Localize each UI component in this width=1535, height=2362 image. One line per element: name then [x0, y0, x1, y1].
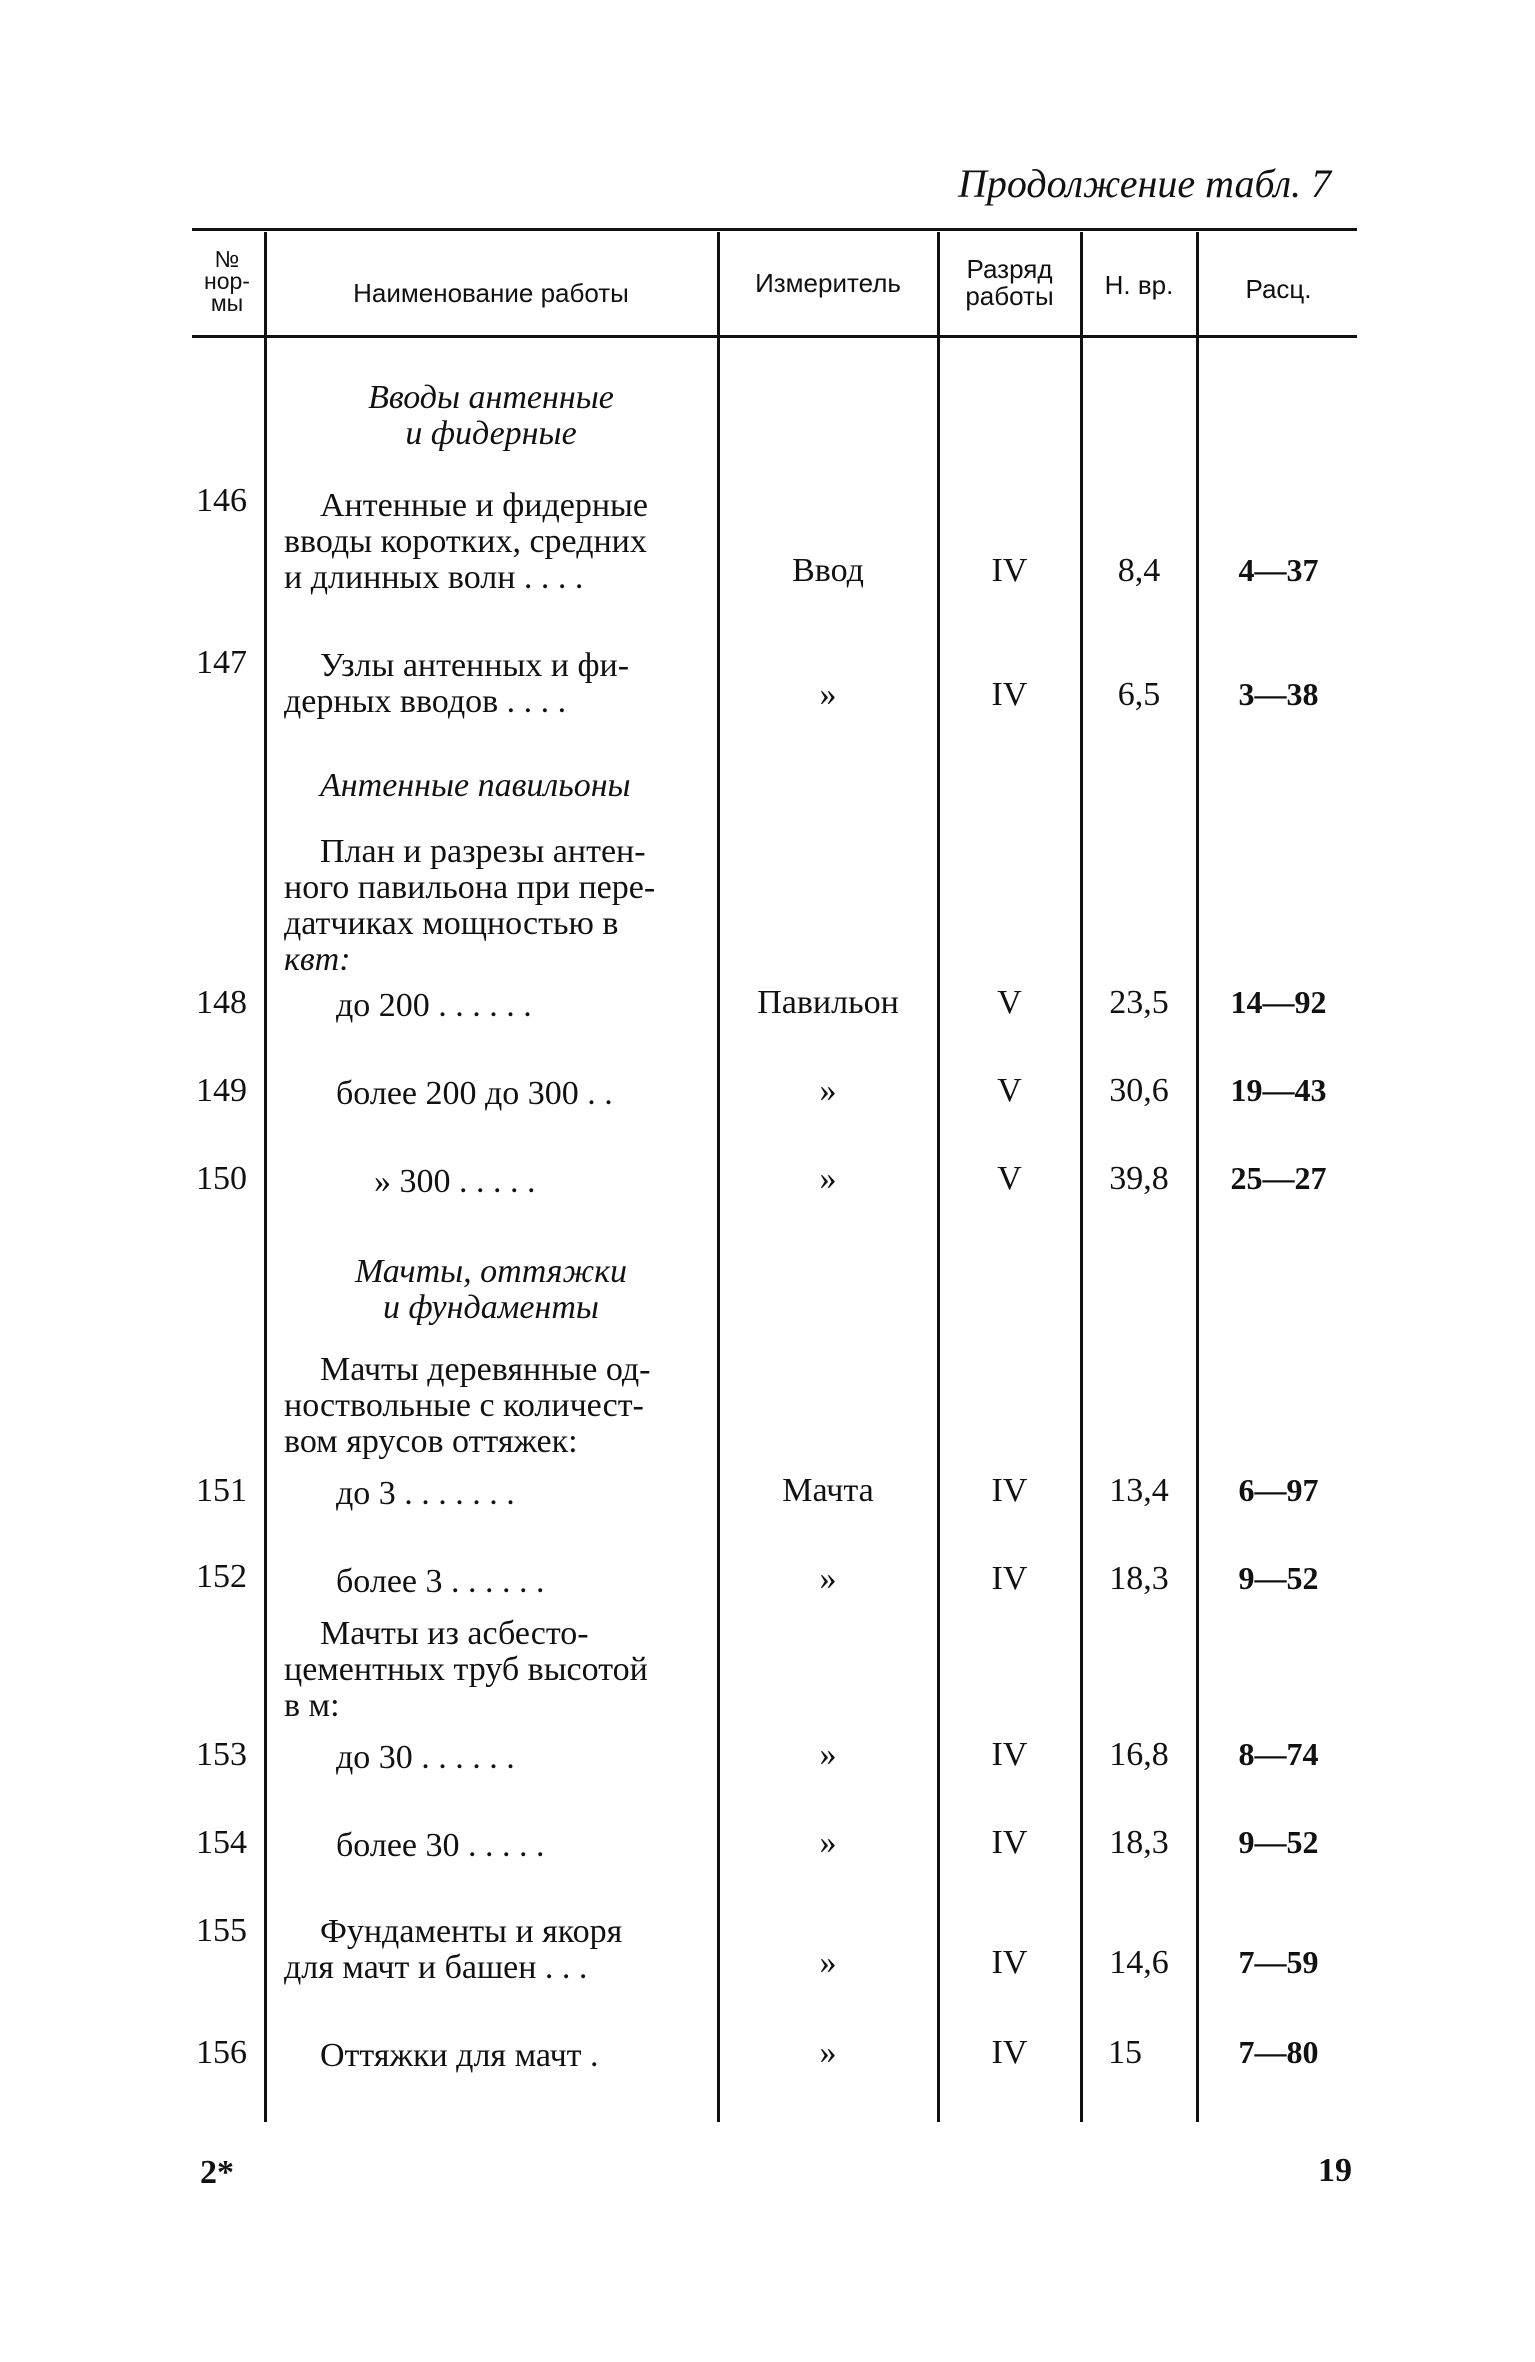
rate-cell: 7—80	[1238, 2034, 1319, 2070]
time-cell: 8,4	[1117, 552, 1161, 589]
column-divider	[717, 232, 720, 2122]
table-top-rule	[192, 228, 1357, 231]
unit-cell: »	[819, 2034, 837, 2071]
grade-cell: V	[997, 1072, 1022, 1109]
column-divider	[1080, 232, 1083, 2122]
header-work-name: Наименование работы	[353, 278, 629, 308]
norm-number: 147	[196, 644, 247, 681]
work-name: более 30 . . . . .	[336, 1827, 545, 1864]
time-cell: 23,5	[1109, 984, 1169, 1021]
column-divider	[1196, 232, 1199, 2122]
norm-number: 153	[196, 1736, 247, 1773]
time-cell: 15	[1108, 2034, 1142, 2071]
grade-cell: IV	[991, 2034, 1028, 2071]
unit-cell: Павильон	[757, 984, 899, 1021]
header-time: Н. вр.	[1104, 270, 1174, 300]
subsection-intro: Мачты из асбесто- цементных труб высотой в м:	[284, 1615, 648, 1724]
grade-cell: IV	[991, 552, 1028, 589]
norm-number: 156	[196, 2034, 247, 2071]
grade-cell: V	[997, 1160, 1022, 1197]
rate-cell: 7—59	[1238, 1944, 1319, 1980]
grade-cell: IV	[991, 676, 1028, 713]
time-cell: 6,5	[1117, 676, 1161, 713]
norm-number: 155	[196, 1912, 247, 1949]
rate-cell: 9—52	[1238, 1824, 1319, 1860]
work-name: до 200 . . . . . .	[336, 987, 532, 1024]
rate-cell: 3—38	[1238, 676, 1319, 712]
norm-number: 152	[196, 1558, 247, 1595]
grade-cell: V	[997, 984, 1022, 1021]
table-caption: Продолжение табл. 7	[958, 161, 1332, 206]
norm-number: 148	[196, 984, 247, 1021]
time-cell: 18,3	[1109, 1824, 1169, 1861]
rate-cell: 6—97	[1238, 1472, 1319, 1508]
column-divider	[264, 232, 267, 2122]
norm-number: 146	[196, 482, 247, 519]
rate-cell: 4—37	[1238, 552, 1319, 588]
unit-cell: »	[819, 1944, 837, 1981]
time-cell: 30,6	[1109, 1072, 1169, 1109]
norm-number: 154	[196, 1824, 247, 1861]
time-cell: 14,6	[1109, 1944, 1169, 1981]
norm-number: 150	[196, 1160, 247, 1197]
norm-number: 149	[196, 1072, 247, 1109]
unit-cell: Ввод	[792, 552, 864, 589]
unit-cell: »	[819, 1072, 837, 1109]
time-cell: 13,4	[1109, 1472, 1169, 1509]
unit-cell: »	[819, 1160, 837, 1197]
header-unit: Измеритель	[755, 268, 901, 298]
work-name: более 3 . . . . . .	[336, 1563, 545, 1600]
time-cell: 18,3	[1109, 1560, 1169, 1597]
time-cell: 39,8	[1109, 1160, 1169, 1197]
rate-cell: 8—74	[1238, 1736, 1319, 1772]
unit-cell: »	[819, 1560, 837, 1597]
rate-cell: 9—52	[1238, 1560, 1319, 1596]
unit-cell: »	[819, 676, 837, 713]
rate-cell: 25—27	[1230, 1160, 1327, 1196]
work-name: Оттяжки для мачт .	[320, 2037, 599, 2074]
work-name: до 30 . . . . . .	[336, 1739, 515, 1776]
column-divider	[937, 232, 940, 2122]
header-rate: Расц.	[1245, 274, 1312, 304]
work-name: до 3 . . . . . . .	[336, 1475, 515, 1512]
work-name: Узлы антенных и фи- дерных вводов . . . .	[284, 647, 630, 720]
grade-cell: IV	[991, 1824, 1028, 1861]
work-name: более 200 до 300 . .	[336, 1075, 613, 1112]
rate-cell: 19—43	[1230, 1072, 1327, 1108]
section-heading: Вводы антенные и фидерные	[368, 379, 614, 452]
work-name: Фундаменты и якоря для мачт и башен . . .	[284, 1913, 623, 1986]
section-heading: Мачты, оттяжки и фундаменты	[354, 1253, 628, 1326]
header-norm-number: № нор- мы	[204, 246, 250, 316]
unit-cell: »	[819, 1736, 837, 1773]
grade-cell: IV	[991, 1472, 1028, 1509]
work-name: » 300 . . . . .	[374, 1163, 536, 1200]
signature-mark: 2*	[200, 2154, 234, 2191]
section-heading: Антенные павильоны	[320, 767, 631, 804]
unit-cell: »	[819, 1824, 837, 1861]
norm-number: 151	[196, 1472, 247, 1509]
subsection-intro: План и разрезы антен- ного павильона при пере- датчиках мощностью в квт:	[284, 833, 656, 978]
time-cell: 16,8	[1109, 1736, 1169, 1773]
subsection-intro: Мачты деревянные од- ноствольные с количест- вом ярусов оттяжек:	[284, 1351, 651, 1460]
header-bottom-rule	[192, 335, 1357, 338]
work-name: Антенные и фидерные вводы коротких, средних и длинных волн . . . .	[284, 487, 648, 596]
page-number: 19	[1318, 2152, 1352, 2189]
rate-cell: 14—92	[1230, 984, 1327, 1020]
unit-cell: Мачта	[782, 1472, 874, 1509]
grade-cell: IV	[991, 1736, 1028, 1773]
grade-cell: IV	[991, 1944, 1028, 1981]
grade-cell: IV	[991, 1560, 1028, 1597]
header-grade: Разряд работы	[965, 254, 1054, 311]
